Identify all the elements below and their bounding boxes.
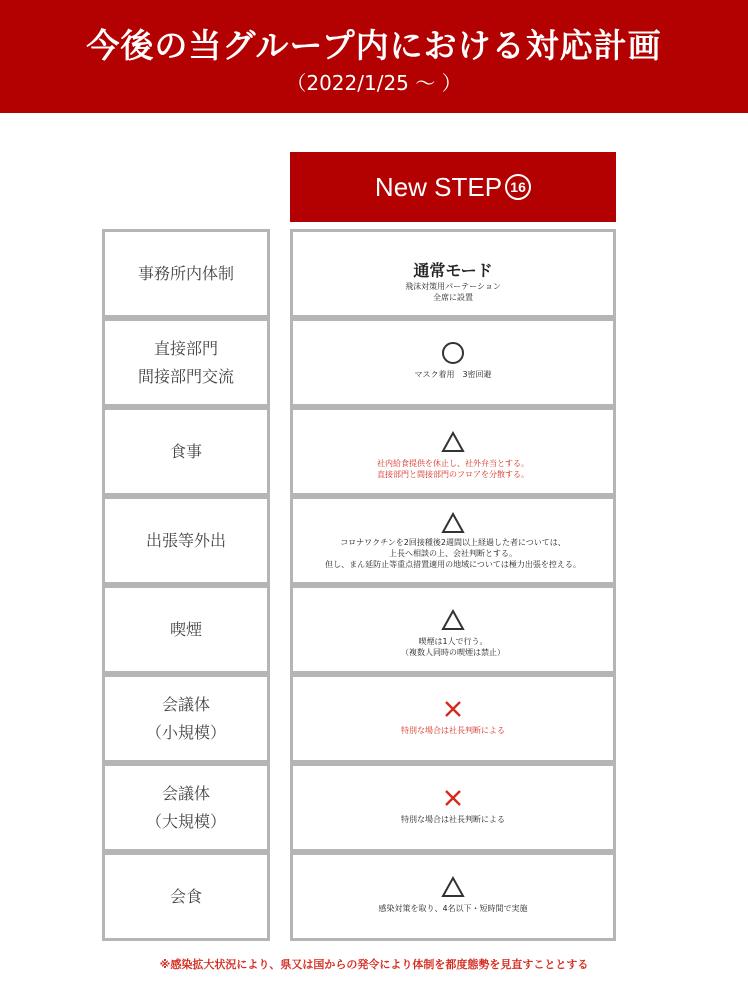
category-cell <box>102 496 270 585</box>
status-note: 社内給食提供を休止し、社外弁当とする。 直接部門と間接部門のフロアを分散する。 <box>377 459 529 479</box>
category-cell <box>102 852 270 941</box>
status-note: コロナワクチンを2回接種後2週間以上経過した者については、 上長へ相談の上、会社判断とする。 但し、まん延防止等重点措置適用の地域については極力出張を控える。 <box>325 538 581 569</box>
status-cell <box>290 852 616 941</box>
table-row <box>0 674 748 763</box>
table-row <box>0 407 748 496</box>
page-title: 今後の当グループ内における対応計画 <box>86 26 662 65</box>
status-cell <box>290 585 616 674</box>
status-cell <box>290 318 616 407</box>
table-row <box>0 318 748 407</box>
cross-icon <box>293 786 613 810</box>
cross-icon <box>293 697 613 721</box>
table-row <box>0 763 748 852</box>
page-header <box>0 0 748 113</box>
page-subtitle: （2022/1/25 ～ ） <box>286 71 462 95</box>
category-cell <box>102 229 270 318</box>
status-note: マスク着用 3密回避 <box>414 370 492 379</box>
category-label: 会議体 （大規模） <box>145 783 226 831</box>
step-label: New STEP <box>374 171 503 202</box>
status-note: 喫煙は1人で行う。 （複数人同時の喫煙は禁止） <box>401 637 505 657</box>
category-label: 食事 <box>169 441 202 461</box>
status-note: 感染対策を取り、4名以下・短時間で実施 <box>378 904 528 913</box>
category-label: 喫煙 <box>169 619 202 639</box>
step-header <box>290 152 616 222</box>
status-cell <box>290 763 616 852</box>
table-row <box>0 496 748 585</box>
triangle-icon <box>293 875 613 899</box>
category-cell <box>102 585 270 674</box>
category-cell <box>102 318 270 407</box>
table-row <box>0 852 748 941</box>
triangle-icon <box>293 430 613 454</box>
status-note: 特別な場合は社長判断による <box>401 815 505 824</box>
category-label: 事務所内体制 <box>137 263 234 283</box>
mode-label: 通常モード <box>413 261 493 280</box>
status-cell <box>290 407 616 496</box>
category-label: 直接部門 間接部門交流 <box>137 338 234 386</box>
step-number-badge: 16 <box>505 174 531 200</box>
category-cell <box>102 674 270 763</box>
table-row <box>0 229 748 318</box>
category-label: 会食 <box>169 886 202 906</box>
table-row <box>0 585 748 674</box>
category-label: 会議体 （小規模） <box>145 694 226 742</box>
footnote: ※感染拡大状況により、県又は国からの発令により体制を都度態勢を見直すこととする <box>159 958 589 971</box>
status-cell <box>290 496 616 585</box>
status-note: 特別な場合は社長判断による <box>401 726 505 735</box>
triangle-icon <box>293 511 613 535</box>
status-cell <box>290 674 616 763</box>
circle-icon <box>293 341 613 365</box>
status-note: 飛沫対策用パーテーション 全席に設置 <box>405 282 501 302</box>
category-cell <box>102 407 270 496</box>
triangle-icon <box>293 608 613 632</box>
status-cell <box>290 229 616 318</box>
category-label: 出張等外出 <box>145 530 226 550</box>
category-cell <box>102 763 270 852</box>
